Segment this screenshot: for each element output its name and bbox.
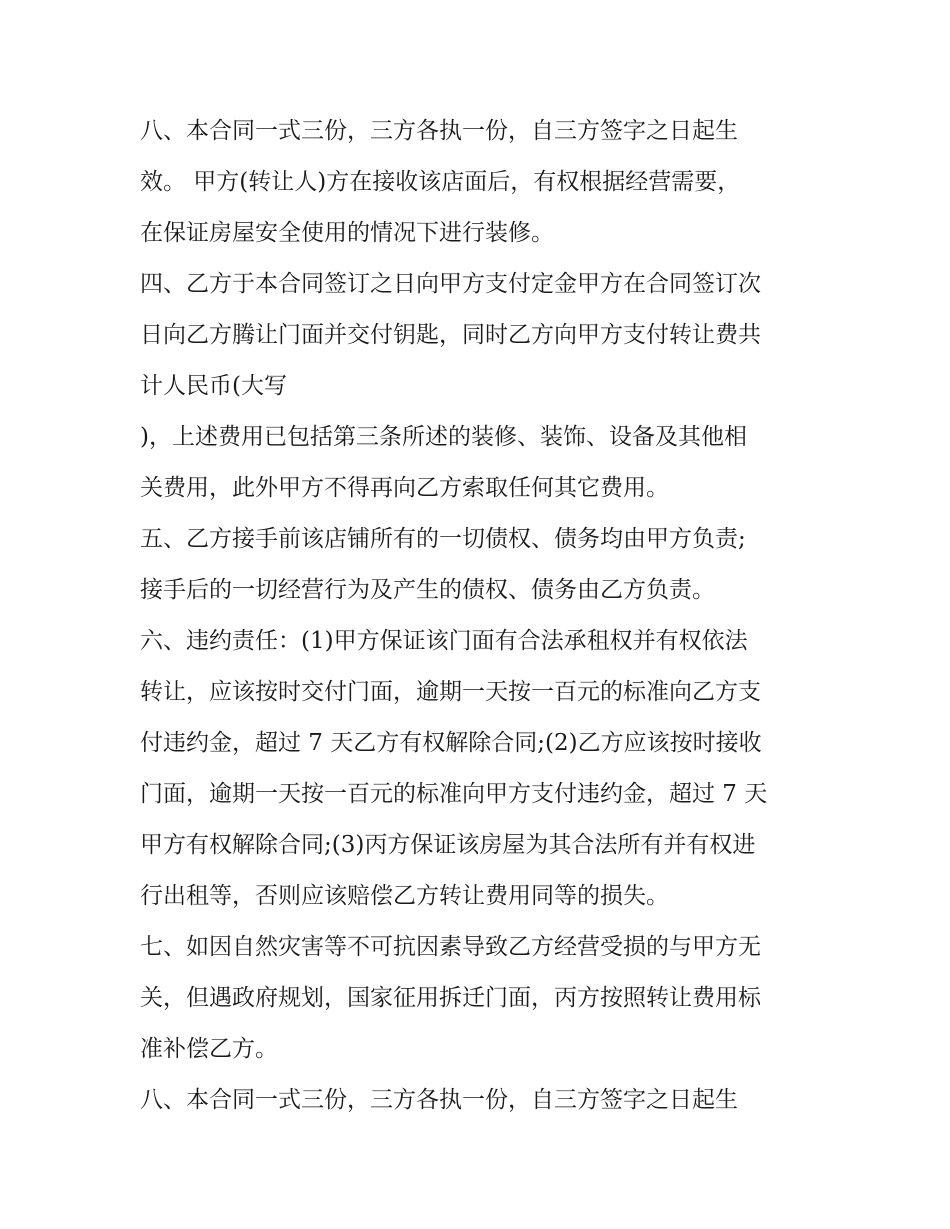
text-line: 计人民币(大写 bbox=[140, 373, 287, 399]
text-line: 七、如因自然灾害等不可抗因素导致乙方经营受损的与甲方无 bbox=[140, 934, 761, 960]
text-line: 行出租等，否则应该赔偿乙方转让费用同等的损失。 bbox=[140, 883, 669, 909]
text-line: 在保证房屋安全使用的情况下进行装修。 bbox=[140, 220, 554, 246]
text-line: 转让，应该按时交付门面，逾期一天按一百元的标准向乙方支 bbox=[140, 679, 761, 705]
text-line: 付违约金，超过 7 天乙方有权解除合同;(2)乙方应该按时接收 bbox=[140, 730, 762, 756]
text-line: 五、乙方接手前该店铺所有的一切债权、债务均由甲方负责; bbox=[140, 526, 746, 552]
text-line: 接手后的一切经营行为及产生的债权、债务由乙方负责。 bbox=[140, 577, 715, 603]
text-line: 关费用，此外甲方不得再向乙方索取任何其它费用。 bbox=[140, 475, 669, 501]
text-line: 四、乙方于本合同签订之日向甲方支付定金甲方在合同签订次 bbox=[140, 271, 761, 297]
text-line: 日向乙方腾让门面并交付钥匙，同时乙方向甲方支付转让费共 bbox=[140, 322, 761, 348]
text-line: 准补偿乙方。 bbox=[140, 1036, 278, 1062]
contract-body-text bbox=[140, 106, 820, 1126]
text-line: 门面，逾期一天按一百元的标准向甲方支付违约金，超过 7 天 bbox=[140, 781, 768, 807]
text-line: 关，但遇政府规划，国家征用拆迁门面，丙方按照转让费用标 bbox=[140, 985, 761, 1011]
text-line: 甲方有权解除合同;(3)丙方保证该房屋为其合法所有并有权进 bbox=[140, 832, 756, 858]
text-line: 八、本合同一式三份，三方各执一份，自三方签字之日起生 bbox=[140, 1087, 738, 1113]
text-line: )，上述费用已包括第三条所述的装修、装饰、设备及其他相 bbox=[140, 424, 747, 450]
text-line: 效。 甲方(转让人)方在接收该店面后，有权根据经营需要， bbox=[140, 169, 741, 195]
text-line: 六、违约责任：(1)甲方保证该门面有合法承租权并有权依法 bbox=[140, 628, 748, 654]
text-line: 八、本合同一式三份，三方各执一份，自三方签字之日起生 bbox=[140, 118, 738, 144]
